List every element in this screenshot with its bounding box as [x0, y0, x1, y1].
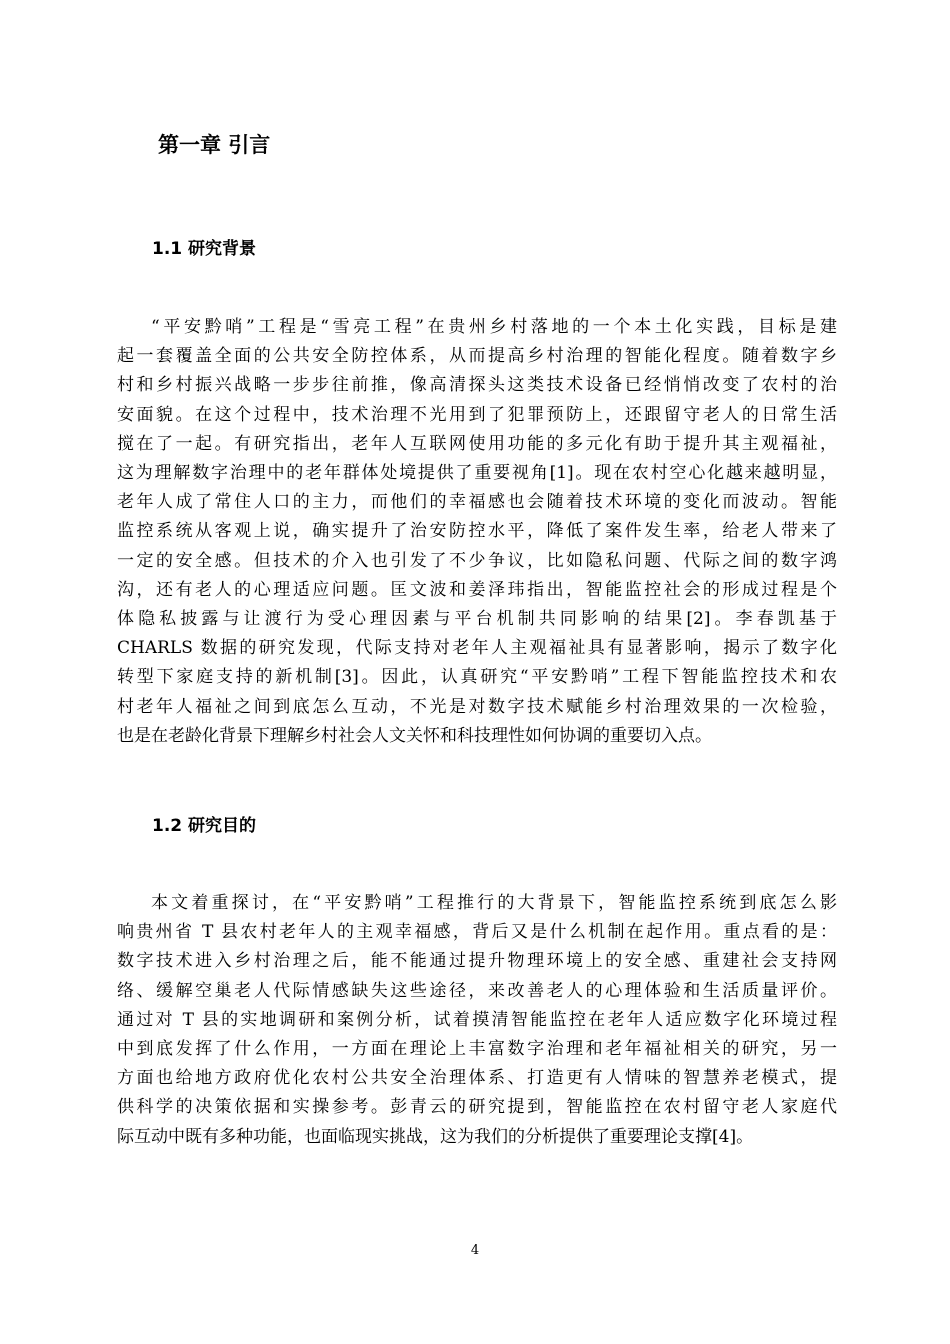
paragraph-line: “平安黔哨”工程是“雪亮工程”在贵州乡村落地的一个本土化实践，目标是建	[151, 317, 837, 337]
paragraph-line: 村老年人福祉之间到底怎么互动，不光是对数字技术赋能乡村治理效果的一次检验，	[117, 696, 837, 717]
paragraph-line: 数字技术进入乡村治理之后，能不能通过提升物理环境上的安全感、重建社会支持网	[117, 951, 837, 972]
paragraph-line: 搅在了一起。有研究指出，老年人互联网使用功能的多元化有助于提升其主观福祉，	[117, 433, 837, 454]
paragraph-line: 中到底发挥了什么作用，一方面在理论上丰富数字治理和老年福祉相关的研究，另一	[117, 1039, 837, 1060]
paragraph-line: 这为理解数字治理中的老年群体处境提供了重要视角[1]。现在农村空心化越来越明显，	[117, 463, 837, 484]
paragraph-line: 起一套覆盖全面的公共安全防控体系，从而提高乡村治理的智能化程度。随着数字乡	[117, 346, 837, 367]
paragraph-line: 一定的安全感。但技术的介入也引发了不少争议，比如隐私问题、代际之间的数字鸿	[117, 550, 837, 571]
section-title-purpose: 1.2 研究目的	[152, 816, 257, 836]
paragraph-line: 转型下家庭支持的新机制[3]。因此，认真研究“平安黔哨”工程下智能监控技术和农	[117, 667, 837, 688]
page-number: 4	[470, 1243, 480, 1258]
paragraph-line: 通过对 T 县的实地调研和案例分析，试着摸清智能监控在老年人适应数字化环境过程	[117, 1009, 837, 1030]
paragraph-line: 监控系统从客观上说，确实提升了治安防控水平，降低了案件发生率，给老人带来了	[117, 521, 837, 542]
paragraph-line: 体隐私披露与让渡行为受心理因素与平台机制共同影响的结果[2]。李春凯基于	[117, 609, 837, 630]
paragraph-line: 际互动中既有多种功能，也面临现实挑战，这为我们的分析提供了重要理论支撑[4]。	[117, 1126, 754, 1147]
section-title-background: 1.1 研究背景	[152, 239, 257, 259]
paragraph-background	[117, 313, 837, 751]
paragraph-line: 络、缓解空巢老人代际情感缺失这些途径，来改善老人的心理体验和生活质量评价。	[117, 980, 837, 1001]
paragraph-line: 供科学的决策依据和实操参考。彭青云的研究提到，智能监控在农村留守老人家庭代	[117, 1097, 837, 1118]
paragraph-line: 也是在老龄化背景下理解乡村社会人文关怀和科技理性如何协调的重要切入点。	[117, 725, 712, 746]
paragraph-line: 响贵州省 T 县农村老年人的主观幸福感，背后又是什么机制在起作用。重点看的是：	[117, 922, 837, 943]
paragraph-line: 安面貌。在这个过程中，技术治理不光用到了犯罪预防上，还跟留守老人的日常生活	[117, 404, 837, 425]
chapter-title: 第一章 引言	[158, 133, 271, 157]
paragraph-line: 老年人成了常住人口的主力，而他们的幸福感也会随着技术环境的变化而波动。智能	[117, 492, 837, 513]
paragraph-line: 沟，还有老人的心理适应问题。匡文波和姜泽玮指出，智能监控社会的形成过程是个	[117, 579, 837, 600]
paragraph-purpose	[117, 889, 837, 1152]
paragraph-line: 村和乡村振兴战略一步步往前推，像高清探头这类技术设备已经悄悄改变了农村的治	[117, 375, 837, 396]
paragraph-line: CHARLS 数据的研究发现，代际支持对老年人主观福祉具有显著影响，揭示了数字化	[117, 638, 837, 659]
paragraph-line: 本文着重探讨，在“平安黔哨”工程推行的大背景下，智能监控系统到底怎么影	[151, 893, 837, 913]
paragraph-line: 方面也给地方政府优化农村公共安全治理体系、打造更有人情味的智慧养老模式，提	[117, 1068, 837, 1089]
